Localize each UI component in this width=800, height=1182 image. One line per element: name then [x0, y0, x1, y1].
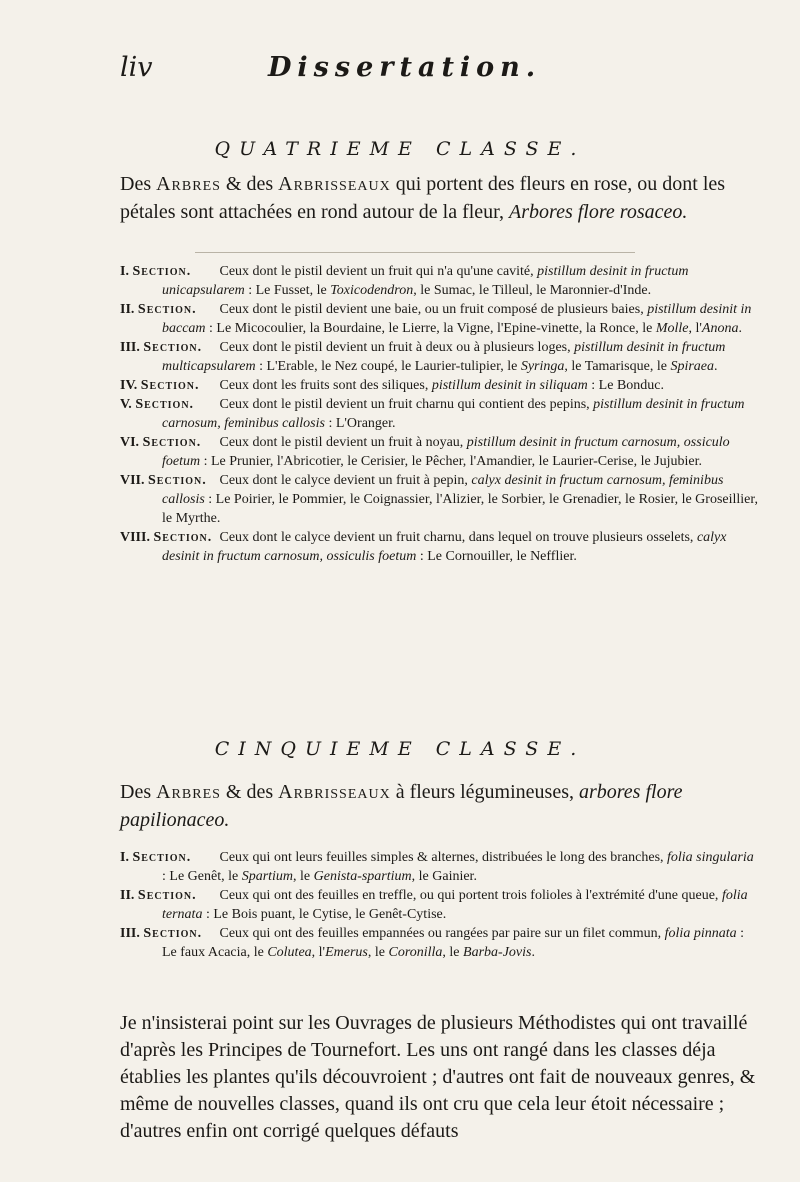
section-text: Ceux dont le pistil devient un fruit à deux ou à plusieurs loges, [216, 340, 575, 355]
divider [195, 252, 635, 253]
section-num [120, 886, 197, 905]
section-latin: folia pinnata [664, 926, 737, 941]
class-four-intro [120, 170, 760, 226]
section-text: Ceux dont le pistil devient un fruit à noyau, [216, 435, 467, 450]
section-text: : L'Oranger. [324, 416, 396, 431]
section-latin: pistillum desinit in fructum carnosum, ossiculo foetum [162, 435, 730, 469]
section-num [120, 848, 191, 867]
intro-text: Arbres [156, 173, 221, 195]
section-latin: calyx desinit in fructum carnosum, ossiculis foetum [162, 530, 727, 564]
section-text: Ceux dont les fruits sont des siliques, [216, 378, 432, 393]
section-text: : Le Micocoulier, la Bourdaine, le Lierre, la Vigne, l'Epine-vinette, la Ronce, le [205, 321, 656, 336]
section-label: Section. [142, 435, 202, 450]
section-label: Section. [137, 302, 197, 317]
section-entry [120, 528, 760, 566]
section-text: : L'Erable, le Nez coupé, le Laurier-tulipier, le [255, 359, 521, 374]
section-latin: Syringa [520, 359, 565, 374]
section-latin: pistillum desinit in fructum multicapsularem [162, 340, 726, 374]
section-latin: folia ternata [162, 888, 748, 922]
section-entry [120, 433, 760, 471]
intro-text: Arbrisseaux [278, 781, 391, 803]
intro-text: à fleurs légumineuses, [390, 781, 579, 803]
section-label: Section. [148, 473, 207, 488]
section-entry [120, 338, 760, 376]
section-text: , le [442, 945, 464, 960]
section-number: II. [120, 888, 135, 903]
section-num [120, 433, 201, 452]
section-label: Section. [153, 530, 213, 545]
intro-text: Arbrisseaux [278, 173, 391, 195]
class-five-intro [120, 778, 760, 834]
intro-text: Arbres [156, 781, 221, 803]
section-entry [120, 300, 760, 338]
section-num [120, 338, 202, 357]
section-number: IV. [120, 378, 138, 393]
section-text: Ceux qui ont des feuilles en treffle, ou qui portent trois folioles à l'extrémité d'une queue, [216, 888, 722, 903]
section-latin: Molle [655, 321, 689, 336]
section-number: VI. [120, 435, 140, 450]
section-entry [120, 848, 760, 886]
section-number: VIII. [120, 530, 150, 545]
intro-latin: arbores flore papilionaceo. [120, 781, 683, 831]
section-text: , l' [311, 945, 326, 960]
section-num [120, 300, 197, 319]
running-title: Dissertation. [268, 52, 542, 83]
section-latin: calyx desinit in fructum carnosum, feminibus callosis [162, 473, 724, 507]
section-num [120, 471, 207, 490]
section-num [120, 528, 212, 547]
section-number: II. [120, 302, 135, 317]
section-text: : Le Poirier, le Pommier, le Coignassier, l'Alizier, le Sorbier, le Grenadier, le Rosier, le Groseillier, le Myrthe. [162, 492, 758, 526]
section-num [120, 395, 194, 414]
intro-text: Des [120, 781, 157, 803]
section-entry [120, 395, 760, 433]
section-latin: pistillum desinit in baccam [162, 302, 752, 336]
section-label: Section. [137, 888, 197, 903]
section-number: V. [120, 397, 132, 412]
intro-text: Des [120, 173, 157, 195]
intro-text: & des [220, 173, 279, 195]
section-number: III. [120, 340, 140, 355]
closing-paragraph: Je n'insisterai point sur les Ouvrages de plusieurs Méthodistes qui ont travaillé d'après les Principes de Tournefort. Les uns ont rangé dans les classes déja établies les plantes qu'ils découvroient ; d'autres ont fait de nouveaux genres, & même de nouvelles classes, quand ils ont cru que cela leur étoit nécessaire ; d'autres enfin ont corrigé quelques défauts [120, 1012, 756, 1142]
section-text: , le Gainier. [411, 869, 477, 884]
section-text: Ceux dont le calyce devient un fruit charnu, dans lequel on trouve plusieurs osselets, [216, 530, 697, 545]
section-text: : Le Fusset, le [244, 283, 331, 298]
section-num [120, 262, 191, 281]
section-latin: Emerus [325, 945, 368, 960]
section-label: Section. [140, 378, 200, 393]
section-latin: Genista-spartium [313, 869, 412, 884]
section-text: Ceux dont le calyce devient un fruit à pepin, [216, 473, 472, 488]
section-text: Ceux dont le pistil devient un fruit qui n'a qu'une cavité, [216, 264, 538, 279]
section-text: , le Tamarisque, le [564, 359, 671, 374]
section-latin: folia singularia [667, 850, 754, 865]
section-entry [120, 262, 760, 300]
section-num [120, 376, 200, 395]
section-number: I. [120, 850, 129, 865]
class-five-sections [120, 848, 760, 962]
section-entry [120, 471, 760, 528]
section-entry [120, 376, 760, 395]
section-text: : Le Bois puant, le Cytise, le Genêt-Cytise. [202, 907, 447, 922]
section-label: Section. [143, 340, 203, 355]
section-entry [120, 886, 760, 924]
section-text: Ceux qui ont des feuilles empannées ou rangées par paire sur un filet commun, [216, 926, 665, 941]
intro-text: & des [220, 781, 279, 803]
section-latin: Spiraea [670, 359, 715, 374]
section-num [120, 924, 202, 943]
section-latin: Colutea [267, 945, 312, 960]
section-text: : Le Cornouiller, le Nefflier. [416, 549, 577, 564]
section-text: , le [293, 869, 314, 884]
section-text: : Le Prunier, l'Abricotier, le Cerisier, le Pêcher, l'Amandier, le Laurier-Cerise, le Jujubier. [200, 454, 703, 469]
section-label: Section. [135, 397, 195, 412]
section-number: III. [120, 926, 140, 941]
section-label: Section. [143, 926, 203, 941]
section-text: Ceux dont le pistil devient une baie, ou un fruit composé de plusieurs baies, [216, 302, 648, 317]
section-text: , le Sumac, le Tilleul, le Maronnier-d'Inde. [413, 283, 652, 298]
section-label: Section. [132, 850, 192, 865]
intro-latin: Arbores flore rosaceo. [509, 201, 688, 223]
section-text: , l' [688, 321, 702, 336]
section-text: . [531, 945, 535, 960]
section-text: : Le faux Acacia, le [162, 926, 744, 960]
section-latin: pistillum desinit in fructum carnosum, feminibus callosis [162, 397, 745, 431]
section-text: : Le Bonduc. [587, 378, 665, 393]
section-latin: Barba-Jovis [463, 945, 532, 960]
section-number: I. [120, 264, 129, 279]
section-text: : Le Genêt, le [162, 869, 242, 884]
section-latin: Toxicodendron [330, 283, 414, 298]
section-latin: Anona [701, 321, 739, 336]
page-number: liv [120, 52, 153, 83]
section-text: Ceux dont le pistil devient un fruit charnu qui contient des pepins, [216, 397, 594, 412]
section-text: . [714, 359, 718, 374]
class-four-sections [120, 262, 760, 566]
section-text: Ceux qui ont leurs feuilles simples & alternes, distribuées le long des branches, [216, 850, 668, 865]
section-label: Section. [132, 264, 192, 279]
class-five-title: CINQUIEME CLASSE. [214, 738, 586, 760]
section-latin: pistillum desinit in siliquam [431, 378, 588, 393]
section-latin: pistillum desinit in fructum unicapsularem [162, 264, 689, 298]
class-four-title: QUATRIEME CLASSE. [214, 138, 586, 160]
section-latin: Spartium [241, 869, 294, 884]
section-entry [120, 924, 760, 962]
page-header [120, 52, 760, 102]
section-latin: Coronilla [388, 945, 443, 960]
intro-text: qui portent des fleurs en rose, ou dont les pétales sont attachées en rond autour de la fleur, [120, 173, 726, 223]
section-text: , le [367, 945, 389, 960]
section-number: VII. [120, 473, 145, 488]
section-text: . [738, 321, 742, 336]
